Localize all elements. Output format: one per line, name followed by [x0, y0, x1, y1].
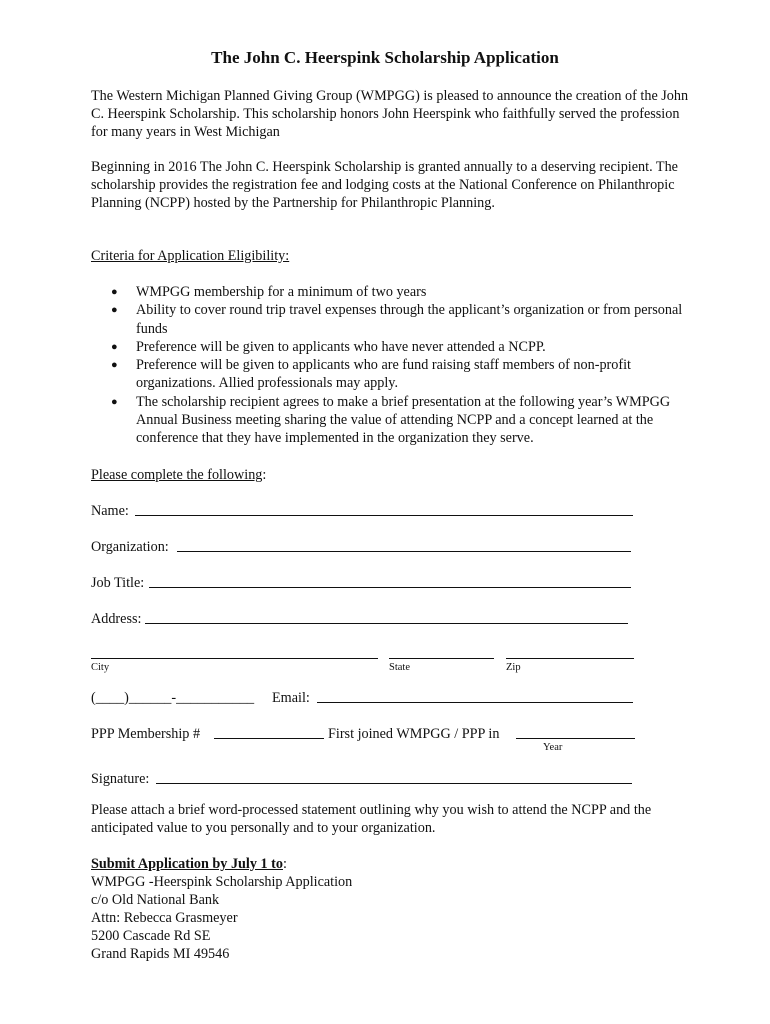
submit-heading: Submit Application by July 1 to:: [91, 856, 287, 872]
list-item: ● WMPGG membership for a minimum of two years: [111, 284, 427, 300]
address-line: 5200 Cascade Rd SE: [91, 928, 211, 944]
address-label: Address:: [91, 611, 142, 627]
bullet-icon: ●: [111, 395, 118, 408]
job-title-field[interactable]: [149, 587, 631, 588]
first-joined-year-field[interactable]: [516, 738, 635, 739]
address-field[interactable]: [145, 623, 628, 624]
ppp-membership-label: PPP Membership #: [91, 726, 201, 742]
address-line: Attn: Rebecca Grasmeyer: [91, 910, 238, 926]
list-item: ● The scholarship recipient agrees to make a brief presentation at the following year’s WMPGG Annual Business meeting sharing the value of attending NCPP and a concept learned at the conference that they have implemented in the organization they serve.: [111, 393, 671, 447]
ppp-membership-field[interactable]: [214, 738, 324, 739]
city-label: City: [91, 662, 110, 673]
address-line: Grand Rapids MI 49546: [91, 946, 230, 962]
address-line: WMPGG -Heerspink Scholarship Application: [91, 874, 353, 890]
name-label: Name:: [91, 503, 129, 519]
page-title: The John C. Heerspink Scholarship Application: [211, 48, 559, 67]
job-title-label: Job Title:: [91, 575, 145, 591]
signature-label: Signature:: [91, 771, 150, 787]
attach-note: Please attach a brief word-processed statement outlining why you wish to attend the NCPP and the anticipated value to you personally and to your organization.: [91, 802, 652, 836]
bullet-icon: ●: [111, 286, 118, 298]
mailing-address: [91, 873, 352, 963]
zip-field[interactable]: [506, 658, 634, 659]
zip-label: Zip: [506, 662, 521, 673]
year-label: Year: [543, 742, 563, 753]
criteria-list: [91, 283, 691, 448]
city-field[interactable]: [91, 658, 378, 659]
phone-field[interactable]: (____)______-___________: [91, 690, 255, 706]
signature-field[interactable]: [156, 783, 632, 784]
list-item: ● Preference will be given to applicants who have never attended a NCPP.: [111, 338, 546, 355]
bullet-icon: ●: [111, 304, 118, 317]
email-field[interactable]: [317, 702, 633, 703]
criteria-heading: Criteria for Application Eligibility:: [91, 248, 290, 264]
email-label: Email:: [272, 690, 310, 706]
bullet-icon: ●: [111, 359, 118, 372]
organization-label: Organization:: [91, 539, 169, 555]
name-field[interactable]: [135, 515, 633, 516]
state-field[interactable]: [389, 658, 494, 659]
address-line: c/o Old National Bank: [91, 892, 220, 908]
organization-field[interactable]: [177, 551, 631, 552]
list-item: ● Ability to cover round trip travel expenses through the applicant’s organization or from personal funds: [111, 302, 683, 337]
first-joined-label: First joined WMPGG / PPP in: [328, 726, 500, 742]
list-item: ● Preference will be given to applicants who are fund raising staff members of non-profit organizations. Allied professionals may apply.: [111, 357, 631, 392]
intro-paragraph: The Western Michigan Planned Giving Group (WMPGG) is pleased to announce the creation of the John C. Heerspink Scholarship. This scholarship honors John Heerspink who faithfully served the profession for many years in West Michigan: [91, 88, 689, 140]
complete-heading: Please complete the following:: [91, 467, 267, 483]
bullet-icon: ●: [111, 340, 118, 353]
state-label: State: [389, 662, 410, 673]
beginning-paragraph: Beginning in 2016 The John C. Heerspink Scholarship is granted annually to a deserving recipient. The scholarship provides the registration fee and lodging costs at the National Conference on Philanthropic Planning (NCPP) hosted by the Partnership for Philanthropic Planning.: [91, 159, 678, 211]
